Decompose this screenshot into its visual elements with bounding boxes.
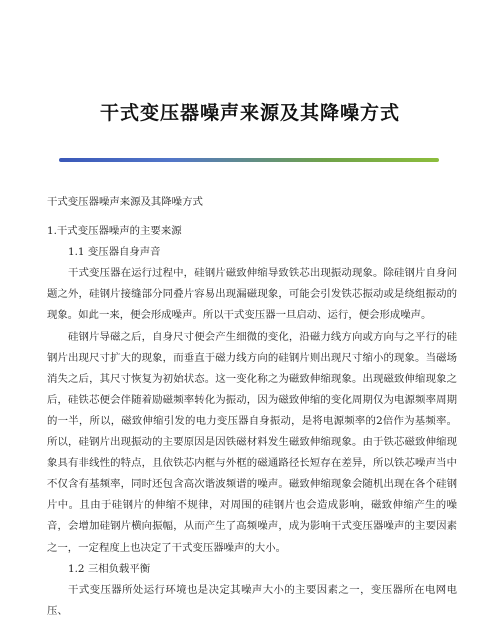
document-body <box>47 192 457 622</box>
paragraph-2: 硅钢片导磁之后，自身尺寸便会产生细微的变化，沿磁力线方向或方向与之平行的硅钢片出现尺寸扩大的现象，而垂直于磁力线方向的硅钢片则出现尺寸缩小的现象。当磁场消失之后，其尺寸恢复为初始状态。这一变化称之为磁致伸缩现象。出现磁致伸缩现象之后，硅铁芯便会伴随着励磁频率转化为振动，因为磁致伸缩的变化周期仅为电源频率周期的一半，所以，磁致伸缩引发的电力变压器自身振动，是将电源频率的2倍作为基频率。所以，硅钢片出现振动的主要原因是因铁磁材料发生磁致伸缩现象。由于铁芯磁致伸缩现象具有非线性的特点，且依铁芯内框与外框的磁通路径长短存在差异，所以铁芯噪声当中不仅含有基频率，同时还包含高次谐波频谱的噪声。磁致伸缩现象会随机出现在各个硅钢片中。且由于硅钢片的伸缩不规律，对周围的硅钢片也会造成影响，磁致伸缩产生的噪音，会增加硅钢片横向振幅，从而产生了高频噪声，成为影响干式变压器噪声的主要因素之一，一定程度上也决定了干式变压器噪声的大小。 <box>47 330 457 554</box>
section-heading-1: 1.干式变压器噪声的主要来源 <box>47 225 182 238</box>
title-divider <box>59 158 439 162</box>
paragraph-3: 干式变压器所处运行环境也是决定其噪声大小的主要因素之一，变压器所在电网电压、 <box>47 583 457 617</box>
section-heading-1-1: 1.1 变压器自身声音 <box>68 246 161 259</box>
document-title: 干式变压器噪声来源及其降噪方式 <box>99 102 400 124</box>
paragraph-1: 干式变压器在运行过程中，硅钢片磁致伸缩导致铁芯出现振动现象。除硅钢片自身问题之外，硅钢片接缝部分同叠片容易出现漏磁现象，可能会引发铁芯振动或是绕组振动的现象。如此一来，便会形成噪声。所以干式变压器一旦启动、运行，便会形成噪声。 <box>47 267 457 322</box>
document-subtitle: 干式变压器噪声来源及其降噪方式 <box>47 196 203 208</box>
section-heading-1-2: 1.2 三相负载平衡 <box>68 562 151 575</box>
